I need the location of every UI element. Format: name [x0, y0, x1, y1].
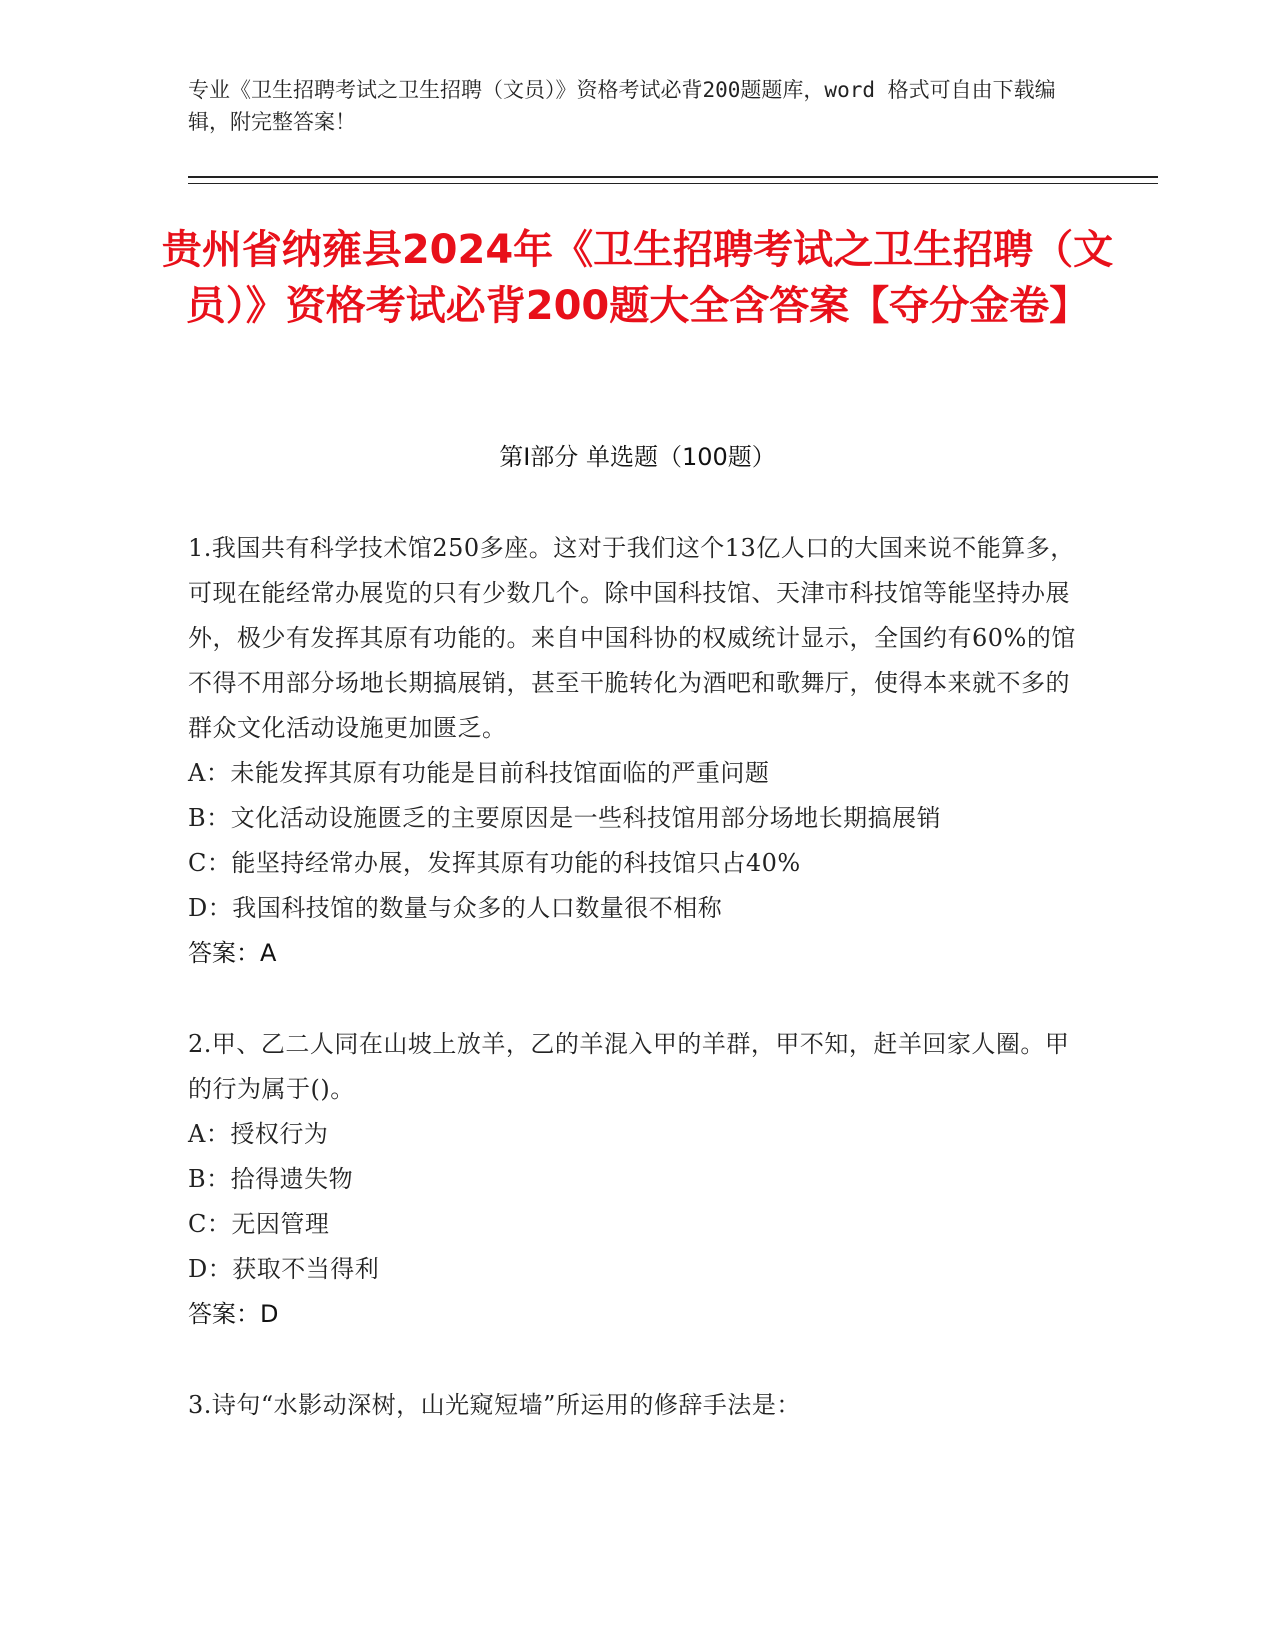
header-divider — [188, 176, 1158, 178]
option-c: C：无因管理 — [188, 1210, 330, 1238]
option-c: C：能坚持经常办展，发挥其原有功能的科技馆只占40% — [188, 849, 801, 877]
answer: 答案：D — [188, 1300, 279, 1328]
header-divider-thin — [188, 183, 1158, 184]
option-a: A：未能发挥其原有功能是目前科技馆面临的严重问题 — [188, 759, 770, 787]
option-d: D：获取不当得利 — [188, 1255, 380, 1283]
question-1 — [188, 526, 1088, 976]
option-b: B：文化活动设施匮乏的主要原因是一些科技馆用部分场地长期搞展销 — [188, 804, 942, 832]
option-d: D：我国科技馆的数量与众多的人口数量很不相称 — [188, 894, 723, 922]
question-2 — [188, 1022, 1088, 1337]
section-heading: 第Ⅰ部分 单选题（100题） — [499, 443, 776, 471]
question-stem: 3.诗句“水影动深树，山光窥短墙”所运用的修辞手法是： — [188, 1391, 801, 1419]
answer: 答案：A — [188, 939, 277, 967]
question-list — [188, 526, 1088, 1474]
option-a: A：授权行为 — [188, 1120, 329, 1148]
question-3 — [188, 1383, 1088, 1428]
option-b: B：拾得遗失物 — [188, 1165, 354, 1193]
document-title: 贵州省纳雍县2024年《卫生招聘考试之卫生招聘（文员）》资格考试必背200题大全含答案【夺分金卷】 — [161, 227, 1114, 329]
question-stem: 1.我国共有科学技术馆250多座。这对于我们这个13亿人口的大国来说不能算多，可现在能经常办展览的只有少数几个。除中国科技馆、天津市科技馆等能坚持办展外，极少有发挥其原有功能的。来自中国科协的权威统计显示，全国约有60%的馆不得不用部分场地长期搞展销，甚至干脆转化为酒吧和歌舞厅，使得本来就不多的群众文化活动设施更加匮乏。 — [188, 534, 1076, 742]
header-note: 专业《卫生招聘考试之卫生招聘（文员）》资格考试必背200题题库，word 格式可自由下载编辑，附完整答案！ — [188, 78, 1056, 134]
question-stem: 2.甲、乙二人同在山坡上放羊，乙的羊混入甲的羊群，甲不知，赶羊回家人圈。甲的行为属于()。 — [188, 1030, 1070, 1103]
